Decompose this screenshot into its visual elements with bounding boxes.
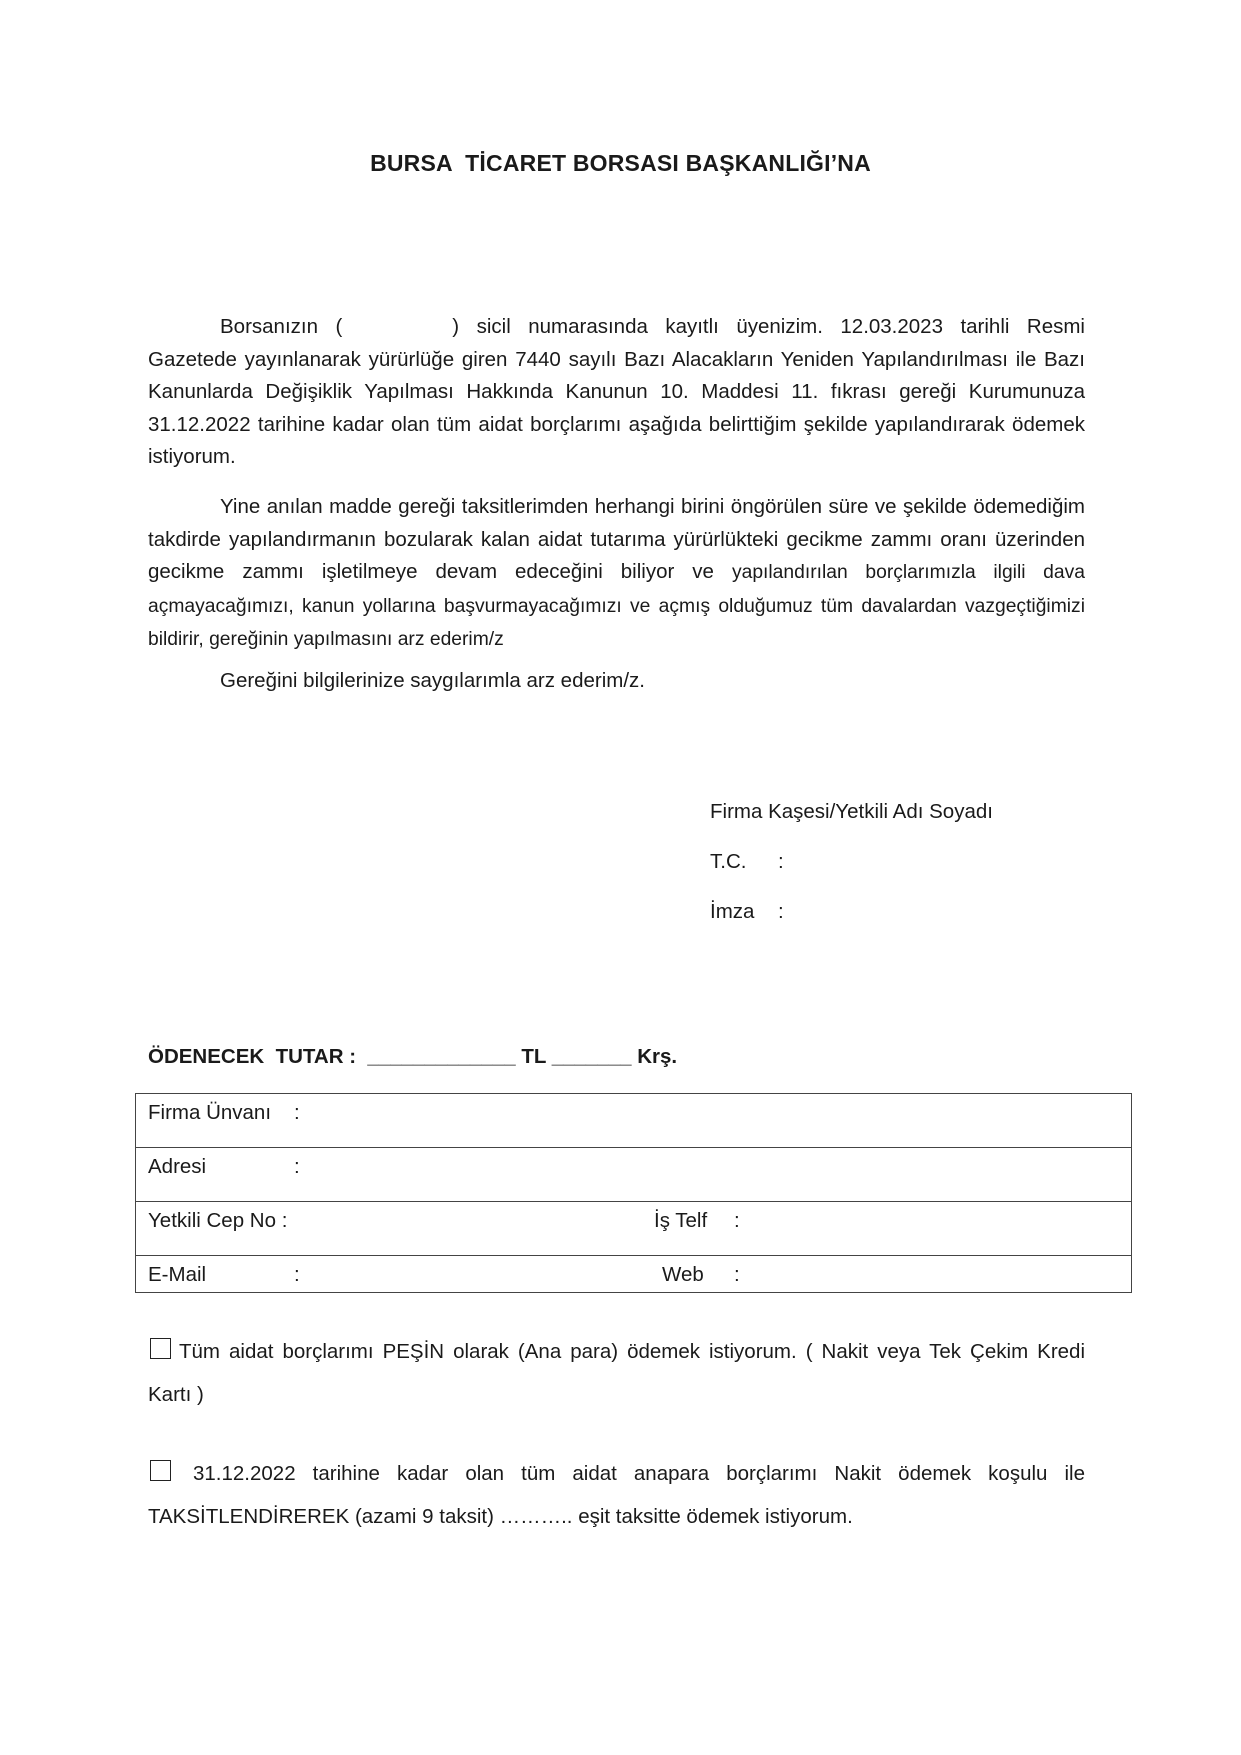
signature-tc-label: T.C. bbox=[710, 850, 747, 873]
web-colon: : bbox=[734, 1263, 740, 1286]
page-title: BURSA TİCARET BORSASI BAŞKANLIĞI’NA bbox=[370, 150, 871, 176]
email-colon: : bbox=[294, 1263, 300, 1286]
table-row-phones bbox=[136, 1202, 1131, 1256]
signature-imza-label: İmza bbox=[710, 900, 755, 923]
paragraph-request-rest: ) sicil numarasında kayıtlı üyenizim. 12.03.2023 tarihli Resmi Gazetede yayınlanarak yürürlüğe giren 7440 sayılı Bazı Alacakların Yeniden Yapılandırılması ile Bazı Kanunlarda Değişiklik Yapılması Hakkında Kanunun 10. Maddesi 11. fıkrası gereği Kurumunuza 31.12.2022 tarihine kadar olan tüm aidat borçlarımı aşağıda belirttiğim şekilde yapılandırarak ödemek istiyorum. bbox=[148, 315, 1085, 468]
paragraph-conditions-main: Yine anılan madde gereği taksitlerimden herhangi birini öngörülen süre ve şekilde ödemediğim takdirde yapılandırmanın bozularak kalan aidat tutarıma yürürlükteki gecikme zammı oranı üzerinden gecikme zammı işletilmeye devam edeceğini biliyor ve bbox=[148, 495, 1085, 583]
paragraph-conditions-small: yapılandırılan borçlarımızla ilgili dava açmayacağımızı, kanun yollarına başvurmayacağımızı ve açmış olduğumuz tüm davalardan vazgeçtiğimizi bildirir, gereğinin yapılmasını arz ederim/z bbox=[148, 562, 1085, 650]
table-row-adresi bbox=[136, 1148, 1131, 1202]
web-label: Web bbox=[662, 1263, 704, 1286]
paragraph-request bbox=[148, 311, 1085, 474]
cash-payment-checkbox[interactable] bbox=[150, 1338, 171, 1359]
is-telf-label: İş Telf bbox=[654, 1209, 708, 1232]
signature-firm-stamp-label: Firma Kaşesi/Yetkili Adı Soyadı bbox=[710, 800, 993, 823]
table-row-firma-unvani bbox=[136, 1094, 1131, 1148]
contact-info-table bbox=[135, 1093, 1132, 1293]
email-label: E-Mail bbox=[148, 1263, 207, 1286]
signature-imza-colon: : bbox=[778, 900, 784, 923]
table-row-email-web bbox=[136, 1256, 1131, 1292]
amount-to-pay-line: ÖDENECEK TUTAR : _____________ TL _______ Krş. bbox=[148, 1045, 678, 1068]
option-cash-payment-text: Tüm aidat borçlarımı PEŞİN olarak (Ana para) ödemek istiyorum. ( Nakit veya Tek Çekim Kredi Kartı ) bbox=[148, 1340, 1085, 1406]
signature-tc-row bbox=[710, 848, 784, 876]
paragraph-closing bbox=[148, 665, 1085, 698]
option-cash-payment bbox=[148, 1330, 1085, 1416]
paragraph-closing-text: Gereğini bilgilerinize saygılarımla arz ederim/z. bbox=[220, 669, 645, 692]
paragraph-conditions bbox=[148, 491, 1085, 657]
option-installment-payment-text: 31.12.2022 tarihine kadar olan tüm aidat anapara borçlarımı Nakit ödemek koşulu ile TAKSİTLENDİREREK (azami 9 taksit) ……….. eşit taksitte ödemek istiyorum. bbox=[148, 1462, 1085, 1528]
adresi-colon: : bbox=[294, 1155, 300, 1178]
paragraph-request-start: Borsanızın ( bbox=[220, 315, 343, 338]
is-telf-colon: : bbox=[734, 1209, 740, 1232]
adresi-label: Adresi bbox=[148, 1155, 207, 1178]
firma-unvani-colon: : bbox=[294, 1101, 300, 1124]
firma-unvani-label: Firma Ünvanı bbox=[148, 1101, 272, 1124]
signature-tc-colon: : bbox=[778, 850, 784, 873]
yetkili-cep-label: Yetkili Cep No : bbox=[148, 1209, 288, 1232]
signature-imza-row bbox=[710, 898, 784, 926]
installment-payment-checkbox[interactable] bbox=[150, 1460, 171, 1481]
option-installment-payment bbox=[148, 1452, 1085, 1538]
